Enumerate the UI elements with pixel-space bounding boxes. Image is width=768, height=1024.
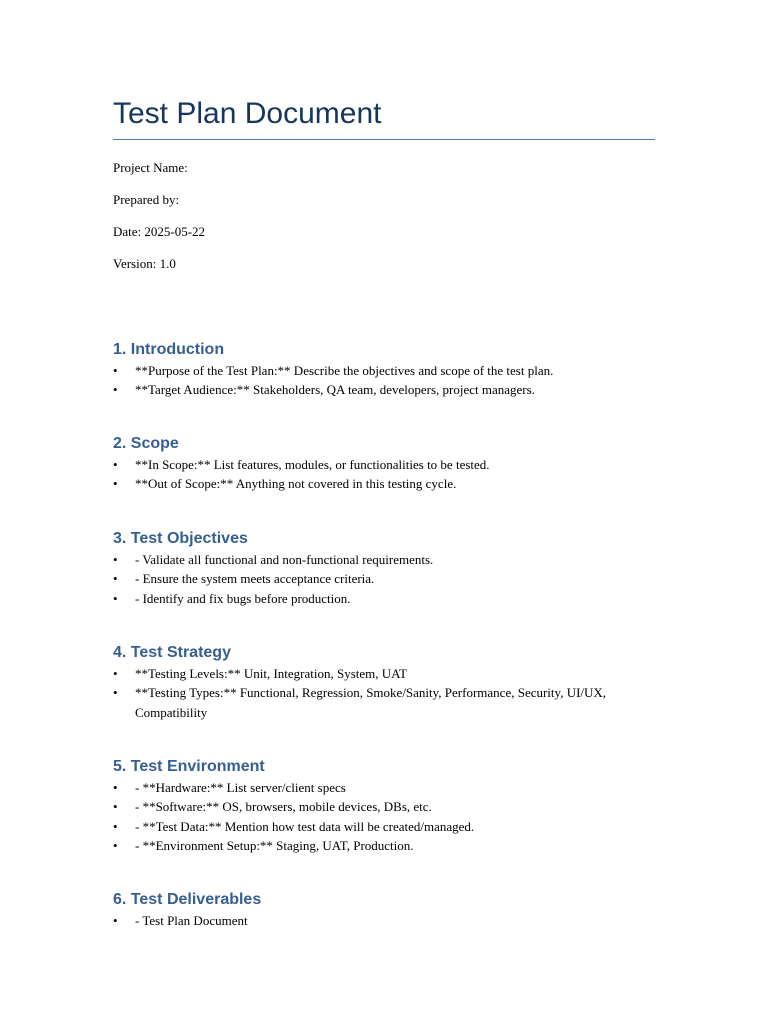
- list-item-text: **Purpose of the Test Plan:** Describe the objectives and scope of the test plan.: [135, 363, 554, 378]
- list-item-text: **Testing Levels:** Unit, Integration, System, UAT: [135, 666, 408, 681]
- bullet-list: [113, 664, 655, 722]
- list-item-text: - **Test Data:** Mention how test data will be created/managed.: [135, 818, 475, 834]
- bullet-list: [113, 778, 655, 855]
- list-item-text: **Out of Scope:** Anything not covered in this testing cycle.: [135, 476, 457, 492]
- list-item-text: - **Hardware:** List server/client specs: [135, 780, 346, 795]
- bullet-icon: •: [113, 476, 118, 492]
- list-item: [113, 361, 655, 380]
- list-item: [113, 589, 655, 608]
- section-test-objectives: [113, 528, 655, 608]
- project-name-line: Project Name:: [113, 160, 188, 175]
- list-item-text: **Target Audience:** Stakeholders, QA team, developers, project managers.: [135, 382, 535, 398]
- list-item: [113, 569, 655, 588]
- bullet-icon: •: [113, 552, 118, 567]
- list-item-text: - **Software:** OS, browsers, mobile devices, DBs, etc.: [135, 799, 432, 815]
- bullet-list: [113, 550, 655, 608]
- section-test-strategy: [113, 642, 655, 722]
- list-item: [113, 911, 655, 930]
- list-item: [113, 550, 655, 569]
- list-item: [113, 664, 655, 683]
- bullet-list: [113, 455, 655, 494]
- section-heading: 5. Test Environment: [113, 758, 265, 775]
- list-item-text: - **Environment Setup:** Staging, UAT, Production.: [135, 837, 414, 853]
- bullet-icon: •: [113, 799, 118, 815]
- list-item-text: - Validate all functional and non-functional requirements.: [135, 552, 434, 567]
- bullet-icon: •: [113, 837, 118, 853]
- section-heading: 1. Introduction: [113, 341, 225, 358]
- section-heading: 6. Test Deliverables: [113, 891, 262, 908]
- version-line: Version: 1.0: [113, 256, 176, 271]
- list-item: [113, 817, 655, 836]
- bullet-icon: •: [113, 780, 118, 795]
- bullet-icon: •: [113, 590, 118, 606]
- bullet-icon: •: [113, 382, 118, 398]
- prepared-by-line: Prepared by:: [113, 192, 180, 207]
- list-item: [113, 836, 655, 855]
- list-item: [113, 797, 655, 816]
- section-introduction: [113, 339, 655, 400]
- bullet-list: [113, 911, 655, 930]
- section-heading: 3. Test Objectives: [113, 530, 248, 547]
- section-heading: 4. Test Strategy: [113, 644, 231, 661]
- list-item: [113, 778, 655, 797]
- list-item: [113, 683, 655, 722]
- list-item-text: - Test Plan Document: [135, 913, 248, 928]
- section-heading: 2. Scope: [113, 435, 179, 452]
- list-item-text: **Testing Types:** Functional, Regression, Smoke/Sanity, Performance, Security, UI/UX, Compatibility: [135, 685, 607, 720]
- title-underline: [113, 139, 655, 140]
- list-item-text: - Ensure the system meets acceptance criteria.: [135, 571, 375, 587]
- bullet-icon: •: [113, 818, 118, 834]
- list-item: [113, 380, 655, 399]
- section-scope: [113, 433, 655, 494]
- list-item: [113, 455, 655, 474]
- date-line: Date: 2025-05-22: [113, 224, 206, 239]
- bullet-icon: •: [113, 685, 118, 701]
- bullet-icon: •: [113, 666, 118, 681]
- section-test-deliverables: [113, 889, 655, 930]
- bullet-list: [113, 361, 655, 400]
- list-item-text: - Identify and fix bugs before production.: [135, 590, 351, 606]
- list-item: [113, 474, 655, 493]
- document-title: Test Plan Document: [113, 97, 382, 130]
- bullet-icon: •: [113, 363, 118, 378]
- bullet-icon: •: [113, 571, 118, 587]
- list-item-text: **In Scope:** List features, modules, or functionalities to be tested.: [135, 457, 490, 472]
- bullet-icon: •: [113, 457, 118, 472]
- section-test-environment: [113, 756, 655, 855]
- bullet-icon: •: [113, 913, 118, 928]
